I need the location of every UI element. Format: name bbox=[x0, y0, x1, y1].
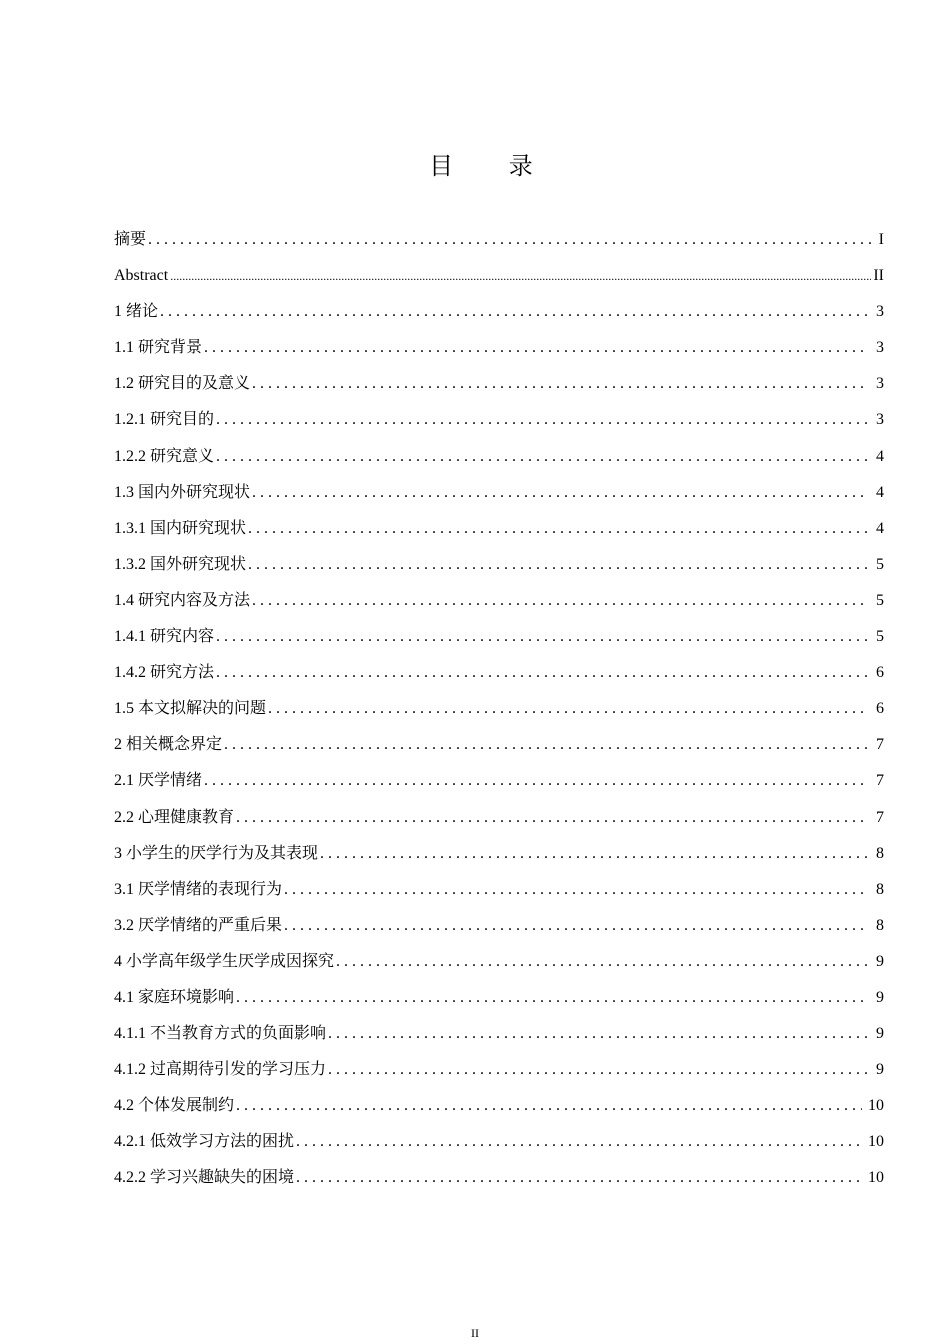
toc-entry[interactable] bbox=[114, 1016, 884, 1052]
toc-entry-label: 1.3.2 国外研究现状 bbox=[114, 555, 247, 573]
toc-entry[interactable] bbox=[114, 222, 884, 258]
dot-leader bbox=[160, 294, 868, 330]
toc-entry[interactable] bbox=[114, 1160, 884, 1196]
toc-entry-page: 9 bbox=[876, 1025, 884, 1043]
toc-entry-page: 6 bbox=[876, 700, 884, 718]
toc-entry-page: 3 bbox=[876, 411, 884, 429]
toc-entry-label: 1.2.2 研究意义 bbox=[114, 447, 215, 465]
dot-leader bbox=[252, 475, 868, 511]
toc-entry-page: 7 bbox=[876, 736, 884, 754]
dot-leader bbox=[252, 366, 868, 402]
dot-leader bbox=[170, 258, 871, 294]
toc-entry[interactable] bbox=[114, 655, 884, 691]
toc-entry-label: 1.2 研究目的及意义 bbox=[114, 375, 251, 393]
toc-entry-page: 3 bbox=[876, 339, 884, 357]
toc-entry-page: 6 bbox=[876, 664, 884, 682]
toc-entry-page: 4 bbox=[876, 483, 884, 501]
toc-entry-page: 5 bbox=[876, 628, 884, 646]
toc-entry[interactable] bbox=[114, 908, 884, 944]
dot-leader bbox=[328, 1052, 868, 1088]
toc-entry-label: 4.1.2 过高期待引发的学习压力 bbox=[114, 1061, 327, 1079]
toc-entry-page: 10 bbox=[868, 1097, 884, 1115]
toc-entry-page: 9 bbox=[876, 952, 884, 970]
toc-entry-label: 1 绪论 bbox=[114, 303, 159, 321]
dot-leader bbox=[284, 908, 868, 944]
toc-entry-page: 8 bbox=[876, 916, 884, 934]
dot-leader bbox=[296, 1124, 862, 1160]
dot-leader bbox=[336, 944, 868, 980]
toc-entry-page: II bbox=[873, 267, 884, 285]
toc-entry-label: 4.1.1 不当教育方式的负面影响 bbox=[114, 1025, 327, 1043]
toc-entry-label: 4.2.1 低效学习方法的困扰 bbox=[114, 1133, 295, 1151]
toc-entry-page: 4 bbox=[876, 447, 884, 465]
toc-entry[interactable] bbox=[114, 691, 884, 727]
dot-leader bbox=[236, 1088, 862, 1124]
dot-leader bbox=[248, 547, 868, 583]
toc-entry[interactable] bbox=[114, 547, 884, 583]
dot-leader bbox=[148, 222, 872, 258]
dot-leader bbox=[248, 511, 868, 547]
dot-leader bbox=[268, 691, 868, 727]
toc-entry[interactable] bbox=[114, 763, 884, 799]
toc-entry[interactable] bbox=[114, 402, 884, 438]
toc-entry[interactable] bbox=[114, 439, 884, 475]
toc-entry[interactable] bbox=[114, 1088, 884, 1124]
dot-leader bbox=[216, 619, 868, 655]
toc-entry-label: 4.1 家庭环境影响 bbox=[114, 988, 235, 1006]
toc-entry-label: 1.1 研究背景 bbox=[114, 339, 203, 357]
toc-entry-page: 3 bbox=[876, 375, 884, 393]
toc-entry-page: 8 bbox=[876, 844, 884, 862]
toc-entry[interactable] bbox=[114, 836, 884, 872]
toc-entry-label: 1.4 研究内容及方法 bbox=[114, 591, 251, 609]
toc-entry-page: 4 bbox=[876, 519, 884, 537]
table-of-contents bbox=[114, 222, 884, 1197]
dot-leader bbox=[236, 980, 868, 1016]
dot-leader bbox=[224, 727, 868, 763]
page-title: 目 录 bbox=[429, 152, 557, 180]
dot-leader bbox=[216, 439, 868, 475]
toc-entry-page: 8 bbox=[876, 880, 884, 898]
toc-entry-page: 9 bbox=[876, 1061, 884, 1079]
dot-leader bbox=[216, 402, 868, 438]
toc-entry-label: 1.4.2 研究方法 bbox=[114, 664, 215, 682]
toc-entry[interactable] bbox=[114, 980, 884, 1016]
dot-leader bbox=[204, 763, 868, 799]
toc-entry[interactable] bbox=[114, 330, 884, 366]
toc-entry-label: 3 小学生的厌学行为及其表现 bbox=[114, 844, 319, 862]
toc-entry-label: 摘要 bbox=[114, 231, 147, 248]
toc-entry-label: 1.4.1 研究内容 bbox=[114, 628, 215, 646]
toc-entry-label: 3.1 厌学情绪的表现行为 bbox=[114, 880, 283, 898]
toc-entry-page: I bbox=[878, 231, 884, 248]
toc-entry[interactable] bbox=[114, 294, 884, 330]
toc-entry-page: 7 bbox=[876, 808, 884, 826]
toc-entry-page: 10 bbox=[868, 1133, 884, 1151]
toc-entry-page: 3 bbox=[876, 303, 884, 321]
dot-leader bbox=[284, 872, 868, 908]
toc-entry[interactable] bbox=[114, 1052, 884, 1088]
toc-entry-label: 2.1 厌学情绪 bbox=[114, 772, 203, 790]
toc-entry[interactable] bbox=[114, 800, 884, 836]
toc-entry[interactable] bbox=[114, 258, 884, 294]
toc-entry-label: 1.3.1 国内研究现状 bbox=[114, 519, 247, 537]
toc-entry[interactable] bbox=[114, 727, 884, 763]
toc-entry-label: 2 相关概念界定 bbox=[114, 736, 223, 754]
toc-entry[interactable] bbox=[114, 366, 884, 402]
toc-entry-label: 4 小学高年级学生厌学成因探究 bbox=[114, 952, 335, 970]
toc-entry-page: 7 bbox=[876, 772, 884, 790]
toc-entry[interactable] bbox=[114, 511, 884, 547]
dot-leader bbox=[204, 330, 868, 366]
toc-entry[interactable] bbox=[114, 583, 884, 619]
toc-entry-page: 5 bbox=[876, 591, 884, 609]
page-number-footer: II bbox=[471, 1326, 479, 1340]
dot-leader bbox=[236, 800, 868, 836]
toc-entry-label: 1.5 本文拟解决的问题 bbox=[114, 700, 267, 718]
dot-leader bbox=[320, 836, 868, 872]
dot-leader bbox=[296, 1160, 862, 1196]
toc-entry-label: 4.2 个体发展制约 bbox=[114, 1097, 235, 1115]
dot-leader bbox=[252, 583, 868, 619]
toc-entry-label: 4.2.2 学习兴趣缺失的困境 bbox=[114, 1169, 295, 1187]
dot-leader bbox=[216, 655, 868, 691]
dot-leader bbox=[328, 1016, 868, 1052]
toc-entry[interactable] bbox=[114, 944, 884, 980]
toc-entry[interactable] bbox=[114, 1124, 884, 1160]
toc-entry[interactable] bbox=[114, 619, 884, 655]
toc-entry[interactable] bbox=[114, 475, 884, 511]
toc-entry-label: 1.2.1 研究目的 bbox=[114, 411, 215, 429]
toc-entry-label: Abstract bbox=[114, 267, 169, 285]
toc-entry[interactable] bbox=[114, 872, 884, 908]
toc-entry-page: 9 bbox=[876, 988, 884, 1006]
toc-entry-label: 2.2 心理健康教育 bbox=[114, 808, 235, 826]
toc-entry-page: 10 bbox=[868, 1169, 884, 1187]
toc-entry-page: 5 bbox=[876, 555, 884, 573]
toc-entry-label: 1.3 国内外研究现状 bbox=[114, 483, 251, 501]
toc-entry-label: 3.2 厌学情绪的严重后果 bbox=[114, 916, 283, 934]
